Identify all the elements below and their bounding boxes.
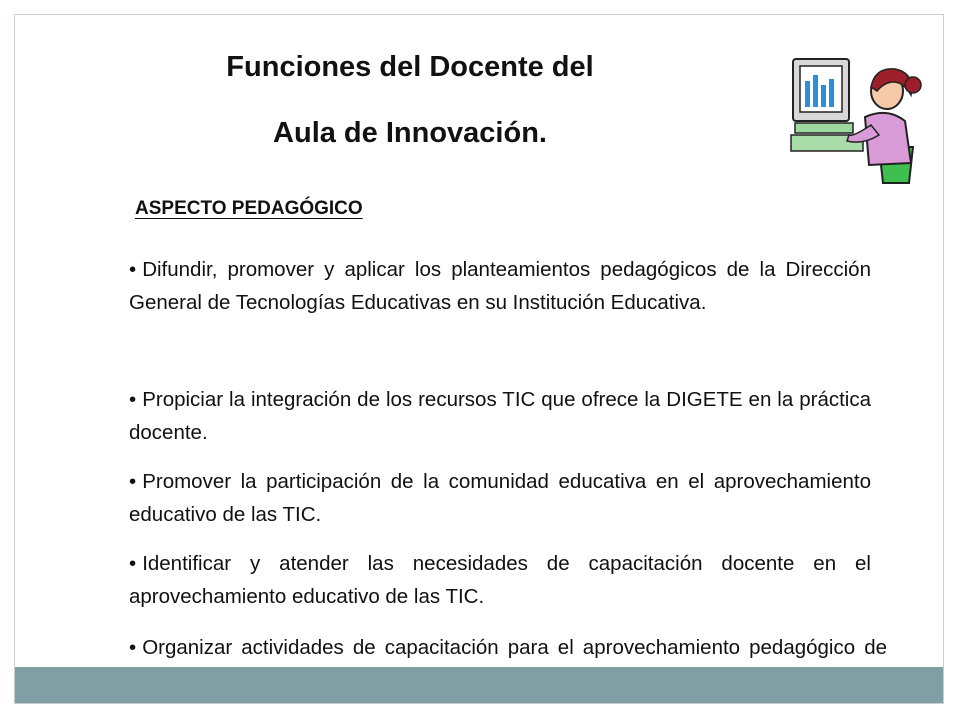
bullet-text: Propiciar la integración de los recursos TIC que ofrece la DIGETE en la práctica docente. (129, 388, 871, 444)
list-item (129, 383, 871, 449)
slide-title-line-2: Aula de Innovación. (273, 117, 547, 149)
bullet-text: Organizar actividades de capacitación para el aprovechamiento pedagógico de (142, 636, 887, 659)
bullet-dot: • (129, 636, 137, 659)
bullet-dot: • (129, 388, 137, 411)
list-item (129, 547, 871, 613)
bullet-text: Promover la participación de la comunidad educativa en el aprovechamiento educativo de las TIC. (129, 470, 871, 526)
bullet-dot: • (129, 258, 137, 281)
section-heading: ASPECTO PEDAGÓGICO (135, 198, 363, 219)
bullet-text: Difundir, promover y aplicar los planteamientos pedagógicos de la Dirección General de Tecnologías Educativas en su Institución Educativa. (129, 258, 871, 314)
list-item (129, 465, 871, 531)
bullet-dot: • (129, 552, 137, 575)
slide (14, 14, 944, 704)
bullet-text: Identificar y atender las necesidades de capacitación docente en el aprovechamiento educativo de las TIC. (129, 552, 871, 608)
bottom-band (15, 667, 943, 703)
list-item (129, 253, 871, 319)
bullet-dot: • (129, 470, 137, 493)
slide-title-line-1: Funciones del Docente del (226, 51, 594, 83)
woman-at-computer-icon (787, 51, 925, 185)
